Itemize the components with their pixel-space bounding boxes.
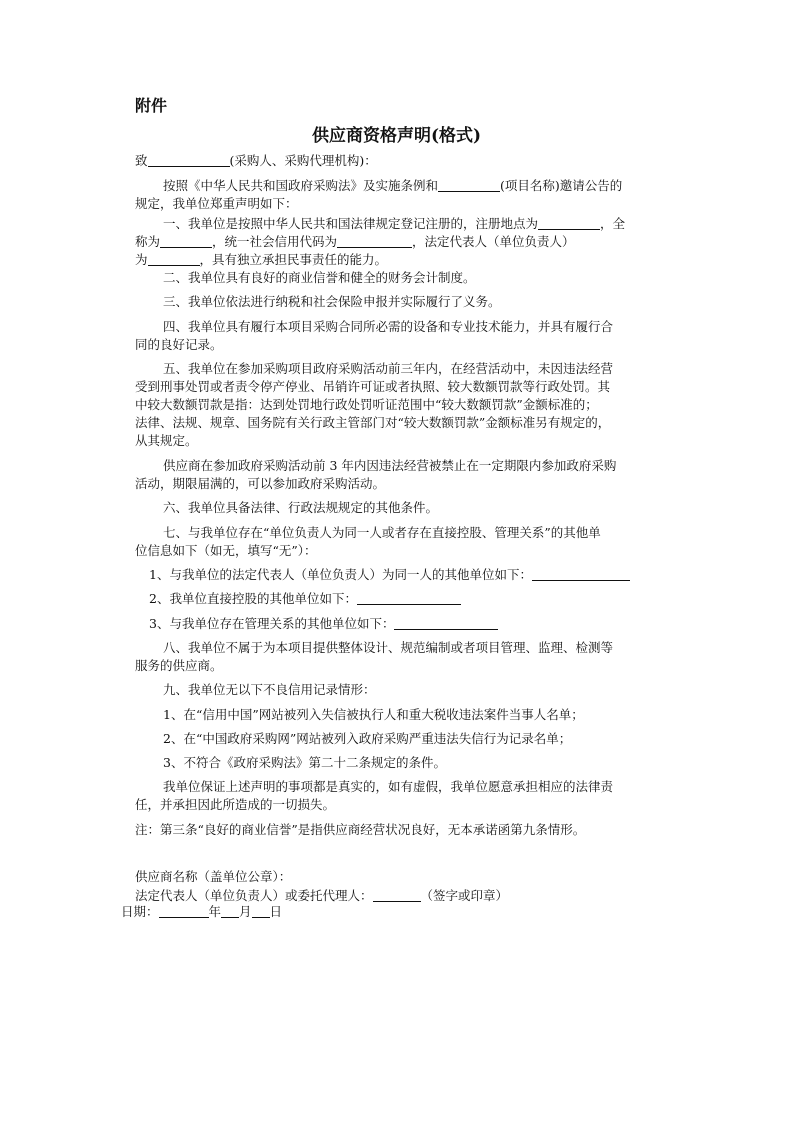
intro-text-b: (项目名称)邀请公告的 xyxy=(500,178,623,193)
item2: 二、我单位具有良好的商业信誉和健全的财务会计制度。 xyxy=(163,270,476,285)
item9-sub-3: 3、不符合《政府采购法》第二十二条规定的条件。 xyxy=(163,755,446,770)
reg-address-blank[interactable] xyxy=(538,215,600,230)
item7-sub-1-text: 1、与我单位的法定代表人（单位负责人）为同一人的其他单位如下： xyxy=(149,567,532,582)
item1-text-f: 为 xyxy=(135,252,148,267)
item1-text-c: 称为 xyxy=(135,234,161,249)
item1-text-e: ，法定代表人（单位负责人） xyxy=(412,234,575,249)
date-prefix: 日期： xyxy=(121,904,159,919)
intro-line-2: 规定，我单位郑重声明如下： xyxy=(135,196,298,211)
item1-text-d: ，统一社会信用代码为 xyxy=(212,234,338,249)
date-line xyxy=(121,901,282,923)
rep-prefix: 法定代表人（单位负责人）或委托代理人： xyxy=(135,888,373,903)
recipient-line xyxy=(135,150,377,172)
item7-sub-1 xyxy=(149,564,630,586)
guarantee-line-1: 我单位保证上述声明的事项都是真实的，如有虚假，我单位愿意承担相应的法律责 xyxy=(163,779,614,794)
item3: 三、我单位依法进行纳税和社会保险申报并实际履行了义务。 xyxy=(163,294,501,309)
month-label: 月 xyxy=(239,904,252,919)
managed-units-blank[interactable] xyxy=(394,615,498,630)
month-blank[interactable] xyxy=(221,903,239,918)
item6: 六、我单位具备法律、行政法规规定的其他条件。 xyxy=(163,500,439,515)
project-name-blank[interactable] xyxy=(438,177,500,192)
item5-line-2: 受到刑事处罚或者责令停产停业、吊销许可证或者执照、较大数额罚款等行政处罚。其 xyxy=(135,379,611,394)
item1-text-g: ，具有独立承担民事责任的能力。 xyxy=(199,252,388,267)
item9-sub-2: 2、在“中国政府采购网”网站被列入政府采购严重违法失信行为记录名单； xyxy=(163,731,572,746)
item9-sub-1: 1、在“信用中国”网站被列入失信被执行人和重大税收违法案件当事人名单； xyxy=(163,707,584,722)
rep-suffix: （签字或印章） xyxy=(420,888,509,903)
item8-line-2: 服务的供应商。 xyxy=(135,658,223,673)
item7-sub-2 xyxy=(149,588,461,610)
item5-line-1: 五、我单位在参加采购项目政府采购活动前三年内，在经营活动中，未因违法经营 xyxy=(163,361,614,376)
credit-code-blank[interactable] xyxy=(337,233,412,248)
year-blank[interactable] xyxy=(159,903,209,918)
item8-line-1: 八、我单位不属于为本项目提供整体设计、规范编制或者项目管理、监理、检测等 xyxy=(163,640,614,655)
document-title: 供应商资格声明(格式) xyxy=(312,126,482,146)
supplier-name-line: 供应商名称（盖单位公章）： xyxy=(135,869,292,884)
day-blank[interactable] xyxy=(252,903,270,918)
item1-text-a: 一、我单位是按照中华人民共和国法律规定登记注册的，注册地点为 xyxy=(163,216,539,231)
intro-text-a: 按照《中华人民共和国政府采购法》及实施条例和 xyxy=(163,178,439,193)
to-suffix: (采购人、采购代理机构)： xyxy=(229,153,377,168)
same-rep-units-blank[interactable] xyxy=(532,566,630,581)
item7-sub-3-text: 3、与我单位存在管理关系的其他单位如下： xyxy=(149,616,395,631)
item5-line-4: 法律、法规、规章、国务院有关行政主管部门对“较大数额罚款”金额标准另有规定的， xyxy=(135,415,611,430)
controlled-units-blank[interactable] xyxy=(357,590,461,605)
attachment-heading: 附件 xyxy=(135,96,168,115)
item5-line-3: 中较大数额罚款是指：达到处罚地行政处罚听证范围中“较大数额罚款”金额标准的； xyxy=(135,397,598,412)
note: 注：第三条“良好的商业信誉”是指供应商经营状况良好，无本承诺函第九条情形。 xyxy=(135,822,586,837)
item7-line-1: 七、与我单位存在“单位负责人为同一人或者存在直接控股、管理关系”的其他单 xyxy=(163,525,601,540)
legal-rep-blank[interactable] xyxy=(148,251,200,266)
item9: 九、我单位无以下不良信用记录情形： xyxy=(163,682,376,697)
guarantee-line-2: 任，并承担因此所造成的一切损失。 xyxy=(135,797,336,812)
item7-line-2: 位信息如下（如无，填写“无”）： xyxy=(135,543,317,558)
item4-line-2: 同的良好记录。 xyxy=(135,337,223,352)
to-prefix: 致 xyxy=(135,153,148,168)
item7-sub-2-text: 2、我单位直接控股的其他单位如下： xyxy=(149,591,357,606)
item1-text-b: ，全 xyxy=(600,216,626,231)
recipient-blank[interactable] xyxy=(148,152,230,167)
item7-sub-3 xyxy=(149,613,498,635)
item5b-line-1: 供应商在参加政府采购活动前 3 年内因违法经营被禁止在一定期限内参加政府采购 xyxy=(163,458,617,473)
item5-line-5: 从其规定。 xyxy=(135,433,198,448)
day-label: 日 xyxy=(269,904,283,919)
signature-blank[interactable] xyxy=(373,887,421,902)
item5b-line-2: 活动，期限届满的，可以参加政府采购活动。 xyxy=(135,476,386,491)
year-label: 年 xyxy=(208,904,222,919)
full-name-blank[interactable] xyxy=(160,233,212,248)
item4-line-1: 四、我单位具有履行本项目采购合同所必需的设备和专业技术能力，并具有履行合 xyxy=(163,319,614,334)
